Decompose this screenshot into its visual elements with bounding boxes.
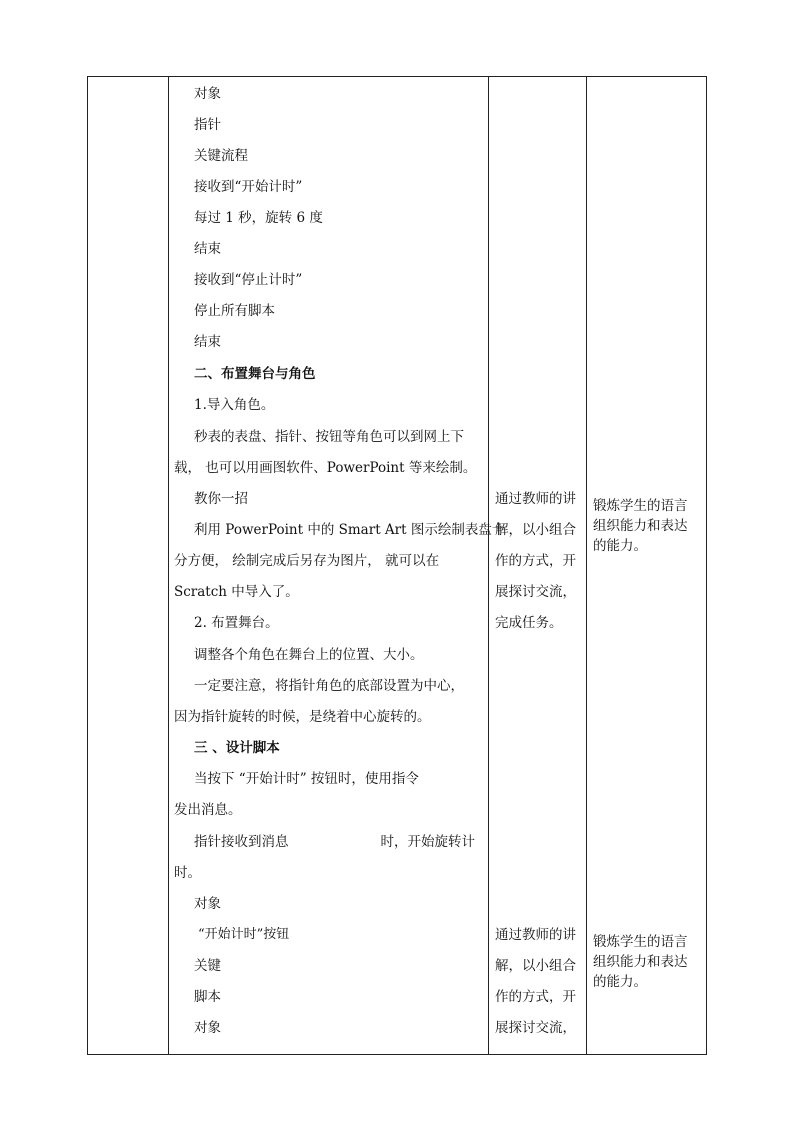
text-line xyxy=(168,832,475,852)
method-text: 完成任务。 xyxy=(495,615,563,631)
text-line: 1.导入角色。 xyxy=(194,397,275,413)
text-line: 利用 PowerPoint 中的 Smart Art 图示绘制表盘十 xyxy=(194,522,506,538)
text-line: 脚本 xyxy=(194,989,221,1005)
text-line: 结束 xyxy=(194,334,221,350)
text-line: 调整各个角色在舞台上的位置、大小。 xyxy=(194,647,424,663)
text-line-part: 时，开始旋转计 xyxy=(380,834,475,850)
method-text: 解，以小组合 xyxy=(495,522,576,538)
method-text: 展探讨交流， xyxy=(495,1020,576,1036)
section-heading: 三 、设计脚本 xyxy=(194,740,280,756)
text-line: 结束 xyxy=(194,241,221,257)
text-line-part: 指针接收到消息 xyxy=(194,834,289,850)
text-line: 对象 xyxy=(194,896,221,912)
purpose-text: 的能力。 xyxy=(593,538,647,554)
text-line: 对象 xyxy=(194,1020,221,1036)
text-line: 因为指针旋转的时候，是绕着中心旋转的。 xyxy=(174,709,431,725)
text-line: “开始计时”按钮 xyxy=(198,927,290,942)
section-heading: 二、布置舞台与角色 xyxy=(194,366,316,382)
text-line: 停止所有脚本 xyxy=(194,303,275,319)
purpose-text: 组织能力和表达 xyxy=(593,518,688,534)
method-text: 作的方式，开 xyxy=(495,553,576,569)
text-line: 分方便， 绘制完成后另存为图片， 就可以在 xyxy=(174,553,440,569)
text-line: 秒表的表盘、指针、按钮等角色可以到网上下 xyxy=(194,429,464,445)
method-text: 作的方式，开 xyxy=(495,989,576,1005)
text-line: 发出消息。 xyxy=(174,802,242,818)
text-line: 关键流程 xyxy=(194,148,248,164)
purpose-text: 组织能力和表达 xyxy=(593,954,688,970)
text-line: 接收到“停止计时” xyxy=(194,272,303,288)
purpose-text: 锻炼学生的语言 xyxy=(593,934,688,950)
text-line: 每过 1 秒，旋转 6 度 xyxy=(194,210,323,226)
lesson-table xyxy=(87,76,707,1055)
text-line: 载， 也可以用画图软件、PowerPoint 等来绘制。 xyxy=(174,460,477,476)
text-line: 教你一招 xyxy=(194,491,248,507)
method-text: 展探讨交流， xyxy=(495,584,576,600)
column-divider xyxy=(586,77,587,1054)
method-text: 通过教师的讲 xyxy=(495,491,576,507)
text-line: 接收到“开始计时” xyxy=(194,179,303,195)
purpose-text: 的能力。 xyxy=(593,974,647,990)
text-line: 关键 xyxy=(194,958,221,974)
method-text: 通过教师的讲 xyxy=(495,927,576,943)
text-line: 时。 xyxy=(174,865,201,881)
text-line: Scratch 中导入了。 xyxy=(174,584,299,600)
purpose-text: 锻炼学生的语言 xyxy=(593,498,688,514)
text-line: 指针 xyxy=(194,117,221,133)
column-divider xyxy=(488,77,489,1054)
text-line: 2. 布置舞台。 xyxy=(194,615,279,631)
text-line: 对象 xyxy=(194,86,221,102)
text-line: 当按下 “开始计时” 按钮时，使用指令 xyxy=(194,771,419,787)
method-text: 解，以小组合 xyxy=(495,958,576,974)
text-line: 一定要注意，将指针角色的底部设置为中心， xyxy=(194,678,464,694)
